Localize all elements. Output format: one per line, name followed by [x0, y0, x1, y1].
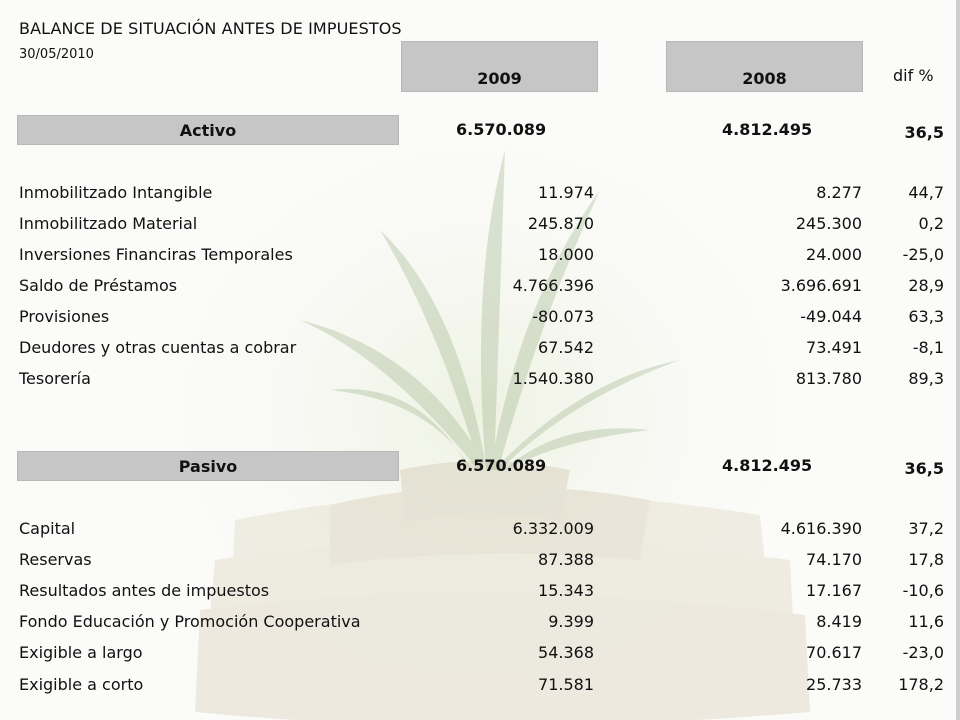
value-dif: 11,6	[908, 612, 944, 631]
value-2008: 17.167	[806, 581, 862, 600]
value-2009: 245.870	[527, 214, 594, 233]
row-label: Inmobilitzado Intangible	[19, 183, 213, 202]
row-label: Exigible a corto	[19, 675, 144, 694]
pasivo-total-dif: 36,5	[904, 459, 944, 478]
row-label: Deudores y otras cuentas a cobrar	[19, 338, 297, 357]
value-2008: 245.300	[795, 214, 862, 233]
row-label: Exigible a largo	[19, 643, 143, 662]
value-2009: 67.542	[538, 338, 594, 357]
section-header-pasivo	[17, 451, 399, 481]
row-label: Saldo de Préstamos	[19, 276, 178, 295]
column-header-2009-label: 2009	[477, 69, 522, 88]
row-label: Inmobilitzado Material	[19, 214, 198, 233]
section-header-pasivo-label: Pasivo	[178, 456, 238, 476]
value-2009: 1.540.380	[512, 369, 594, 388]
value-2009: 4.766.396	[512, 276, 594, 295]
row-label: Resultados antes de impuestos	[19, 581, 270, 600]
activo-total-2008: 4.812.495	[722, 120, 813, 139]
row-label: Fondo Educación y Promoción Cooperativa	[19, 612, 361, 631]
value-2008: 70.617	[806, 643, 862, 662]
column-header-dif: dif %	[893, 66, 934, 85]
value-2008: 813.780	[795, 369, 862, 388]
row-label: Provisiones	[19, 307, 110, 326]
value-2008: 74.170	[806, 550, 862, 569]
value-2009: 54.368	[538, 643, 594, 662]
value-2009: 6.332.009	[512, 519, 594, 538]
section-header-activo-label: Activo	[179, 120, 237, 140]
report-date: 30/05/2010	[19, 47, 94, 62]
value-2008: 24.000	[806, 245, 862, 264]
value-2008: -49.044	[800, 307, 862, 326]
column-header-2009	[401, 41, 598, 92]
value-2008: 3.696.691	[780, 276, 862, 295]
value-2008: 8.419	[816, 612, 862, 631]
value-dif: 44,7	[908, 183, 944, 202]
row-label: Tesorería	[19, 369, 91, 388]
value-dif: -8,1	[912, 338, 944, 357]
row-label: Inversiones Financiras Temporales	[19, 245, 293, 264]
value-2008: 4.616.390	[780, 519, 862, 538]
value-dif: 28,9	[908, 276, 944, 295]
pasivo-total-2008: 4.812.495	[722, 456, 813, 475]
value-2009: 9.399	[548, 612, 594, 631]
value-2008: 8.277	[816, 183, 862, 202]
value-2009: 11.974	[538, 183, 594, 202]
row-label: Capital	[19, 519, 76, 538]
section-header-activo	[17, 115, 399, 145]
activo-total-2009: 6.570.089	[456, 120, 547, 139]
value-dif: 0,2	[918, 214, 944, 233]
row-label: Reservas	[19, 550, 92, 569]
value-2009: 18.000	[538, 245, 594, 264]
column-header-2008-label: 2008	[742, 69, 787, 88]
column-header-2008	[666, 41, 863, 92]
value-dif: -10,6	[902, 581, 944, 600]
value-dif: 17,8	[908, 550, 944, 569]
value-dif: 37,2	[908, 519, 944, 538]
pasivo-total-2009: 6.570.089	[456, 456, 547, 475]
value-2009: 71.581	[538, 675, 594, 694]
value-2008: 73.491	[806, 338, 862, 357]
value-dif: 63,3	[908, 307, 944, 326]
value-2008: 25.733	[806, 675, 862, 694]
value-dif: 89,3	[908, 369, 944, 388]
report-title: BALANCE DE SITUACIÓN ANTES DE IMPUESTOS	[19, 19, 402, 38]
value-2009: 87.388	[538, 550, 594, 569]
value-2009: 15.343	[538, 581, 594, 600]
value-2009: -80.073	[532, 307, 594, 326]
activo-total-dif: 36,5	[904, 123, 944, 142]
value-dif: -23,0	[902, 643, 944, 662]
value-dif: 178,2	[898, 675, 944, 694]
value-dif: -25,0	[902, 245, 944, 264]
